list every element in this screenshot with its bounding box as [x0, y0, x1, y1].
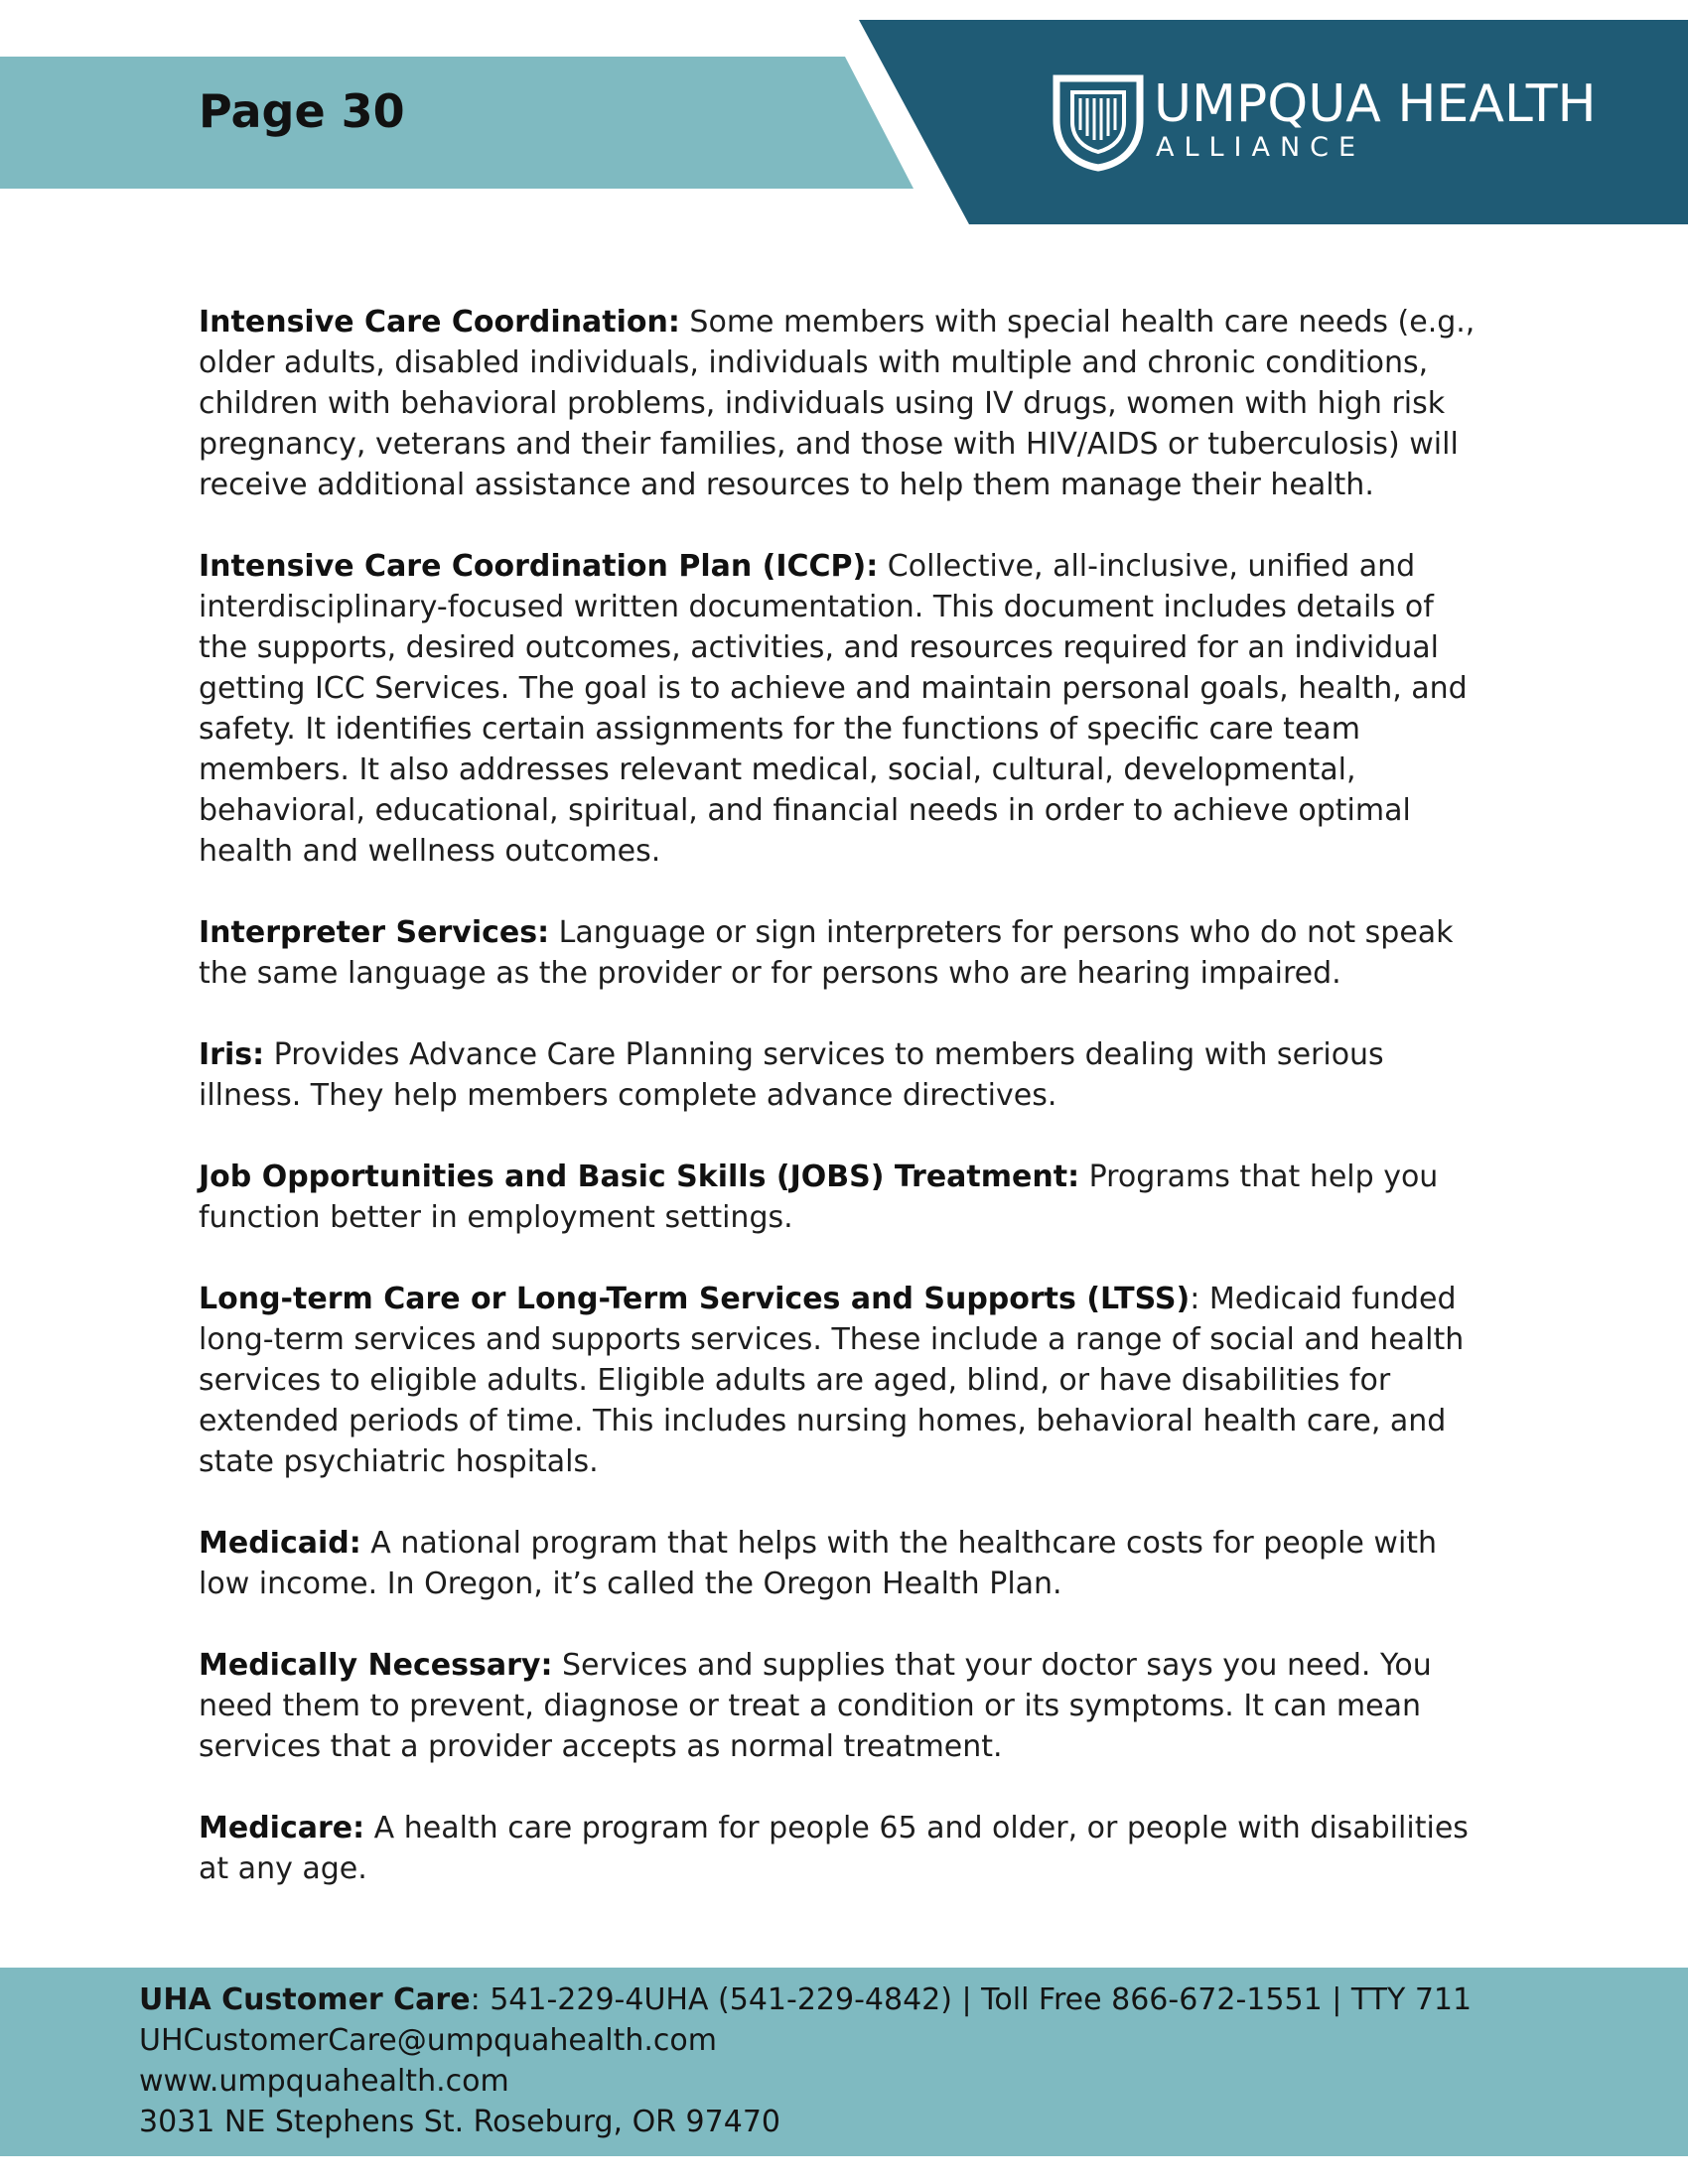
- umpqua-shield-logo-icon: [1051, 72, 1146, 172]
- glossary-entry-interpreter-services: [199, 912, 1489, 994]
- glossary-term: Medically Necessary:: [199, 1648, 553, 1683]
- glossary-definition: Provides Advance Care Planning services to members dealing with serious illness. They help members complete advance directives.: [199, 1037, 1384, 1113]
- umpqua-health-logo: [1051, 72, 1636, 172]
- logo-name: UMPQUA HEALTH: [1154, 74, 1597, 134]
- glossary-definition: Programs that help you function better in employment settings.: [199, 1160, 1439, 1235]
- header-band: [0, 57, 914, 189]
- glossary-entry-iris: [199, 1034, 1489, 1116]
- glossary-term: Long-term Care or Long-Term Services and Supports (LTSS): [199, 1282, 1191, 1316]
- glossary-entry-intensive-care-coordination: [199, 302, 1489, 505]
- glossary-definition: : Medicaid funded long-term services and supports services. These include a range of social and health services to eligible adults. Eligible adults are aged, blind, or have disabilities for extended periods of time. This includes nursing homes, behavioral health care, and state psychiatric hospitals.: [199, 1282, 1465, 1479]
- glossary-term: Job Opportunities and Basic Skills (JOBS) Treatment:: [199, 1160, 1080, 1194]
- glossary-definition: Services and supplies that your doctor says you need. You need them to prevent, diagnose or treat a condition or its symptoms. It can mean services that a provider accepts as normal treatment.: [199, 1648, 1432, 1764]
- glossary-entry-iccp: [199, 546, 1489, 872]
- glossary-term: Medicaid:: [199, 1526, 361, 1561]
- glossary-definition: A health care program for people 65 and older, or people with disabilities at any age.: [199, 1811, 1469, 1886]
- glossary-definition: A national program that helps with the healthcare costs for people with low income. In Oregon, it’s called the Oregon Health Plan.: [199, 1526, 1438, 1601]
- glossary-definition: Some members with special health care needs (e.g., older adults, disabled individuals, individuals with multiple and chronic conditions, children with behavioral problems, individuals using IV drugs, women with high risk pregnancy, veterans and their families, and those with HIV/AIDS or tuberculosis) will receive additional assistance and resources to help them manage their health.: [199, 305, 1476, 502]
- glossary-entry-jobs-treatment: [199, 1157, 1489, 1238]
- glossary-term: Intensive Care Coordination:: [199, 305, 680, 340]
- footer-website[interactable]: www.umpquahealth.com: [139, 2064, 509, 2099]
- glossary-term: Interpreter Services:: [199, 915, 550, 950]
- glossary-content: [199, 302, 1489, 1930]
- glossary-entry-medicaid: [199, 1523, 1489, 1604]
- customer-care-label: UHA Customer Care: [139, 1982, 471, 2017]
- glossary-definition: Collective, all-inclusive, unified and interdisciplinary-focused written documentation. This document includes details of the supports, desired outcomes, activities, and resources required for an individual getting ICC Services. The goal is to achieve and maintain personal goals, health, and safety. It identifies certain assignments for the functions of specific care team members. It also addresses relevant medical, social, cultural, developmental, behavioral, educational, spiritual, and financial needs in order to achieve optimal health and wellness outcomes.: [199, 549, 1468, 869]
- customer-care-phones: : 541-229-4UHA (541-229-4842) | Toll Free 866-672-1551 | TTY 711: [470, 1982, 1473, 2017]
- glossary-entry-medically-necessary: [199, 1645, 1489, 1767]
- glossary-term: Medicare:: [199, 1811, 365, 1845]
- footer-address: 3031 NE Stephens St. Roseburg, OR 97470: [139, 2105, 780, 2139]
- glossary-entry-medicare: [199, 1808, 1489, 1889]
- footer-email[interactable]: UHCustomerCare@umpquahealth.com: [139, 2023, 717, 2058]
- footer-contact: [139, 1979, 1472, 2142]
- footer-phone-line: [139, 1979, 1472, 2020]
- logo-subtitle: ALLIANCE: [1156, 132, 1366, 163]
- glossary-entry-ltss: [199, 1279, 1489, 1482]
- glossary-term: Intensive Care Coordination Plan (ICCP):: [199, 549, 879, 584]
- page-number: Page 30: [199, 84, 405, 138]
- glossary-definition: Language or sign interpreters for persons who do not speak the same language as the provider or for persons who are hearing impaired.: [199, 915, 1454, 991]
- footer-band: [0, 1968, 1688, 2156]
- glossary-term: Iris:: [199, 1037, 265, 1072]
